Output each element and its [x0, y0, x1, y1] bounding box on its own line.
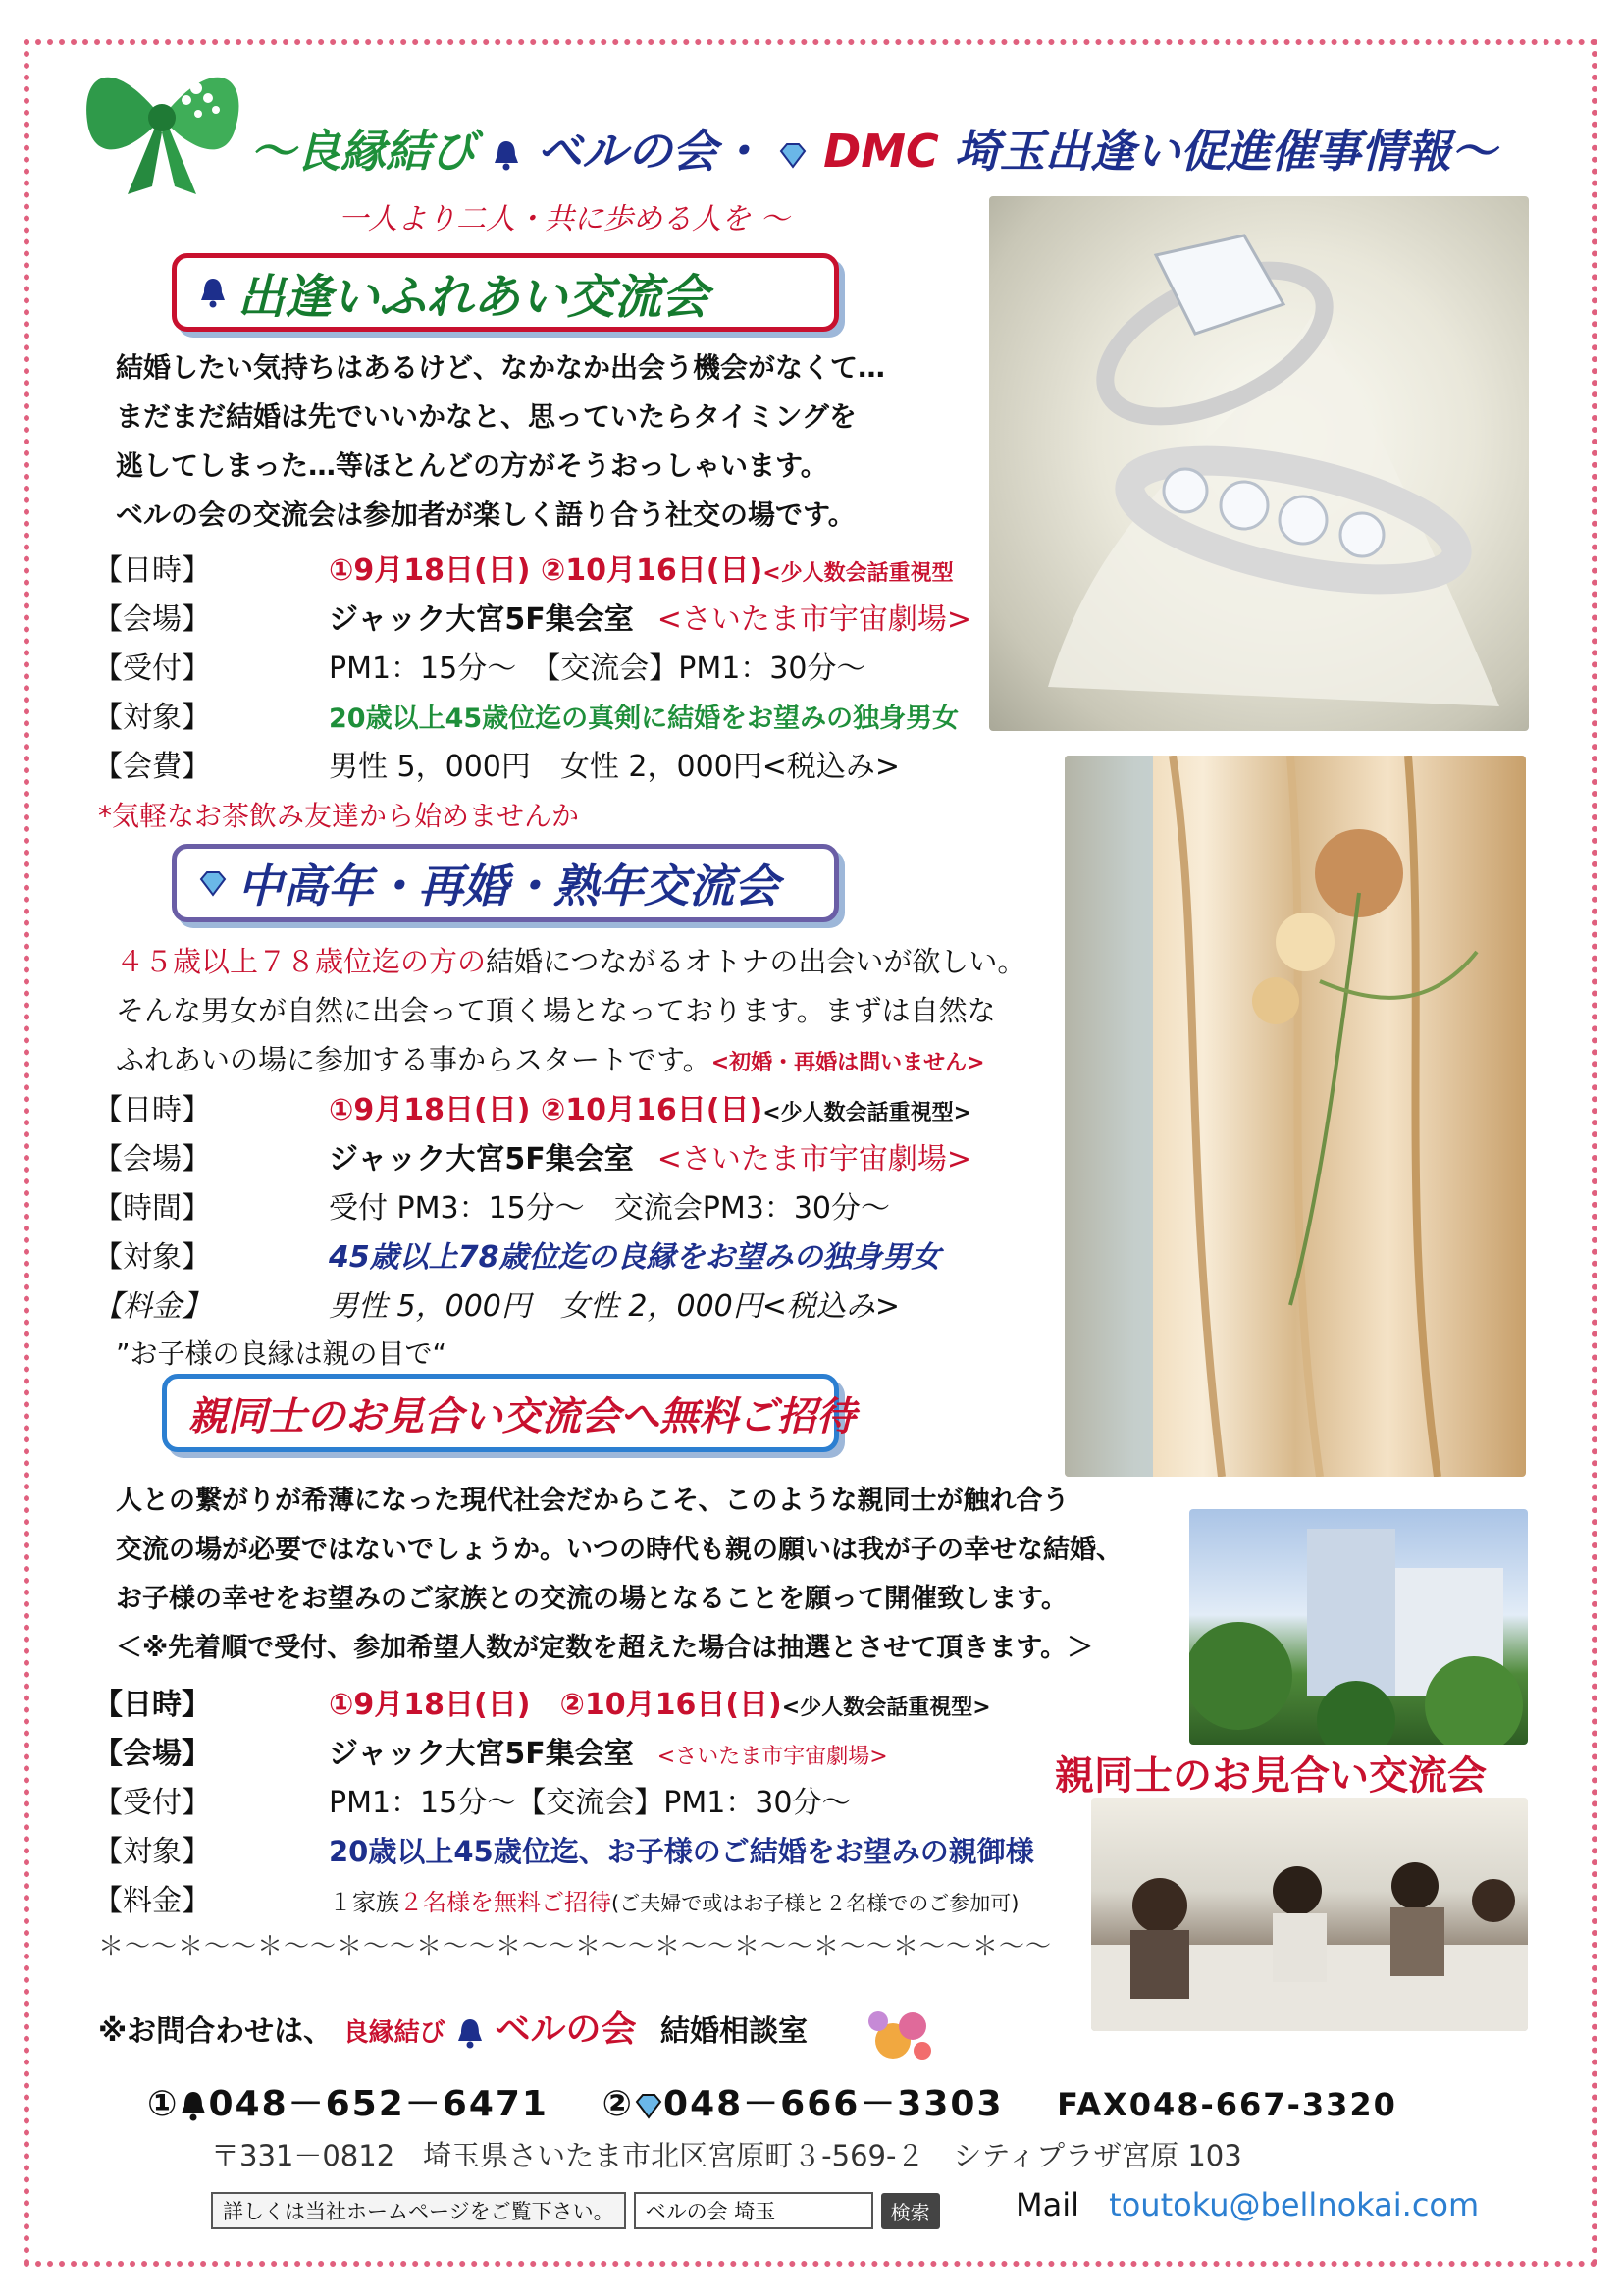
fax: FAX048-667-3320 [1057, 2086, 1397, 2123]
label: 【会費】 [93, 750, 211, 784]
section3-line: 交流の場が必要ではないでしょうか。いつの時代も親の願いは我が子の幸せな結婚、 [116, 1535, 1123, 1565]
phone2-index: ② [602, 2084, 635, 2124]
label: 【会場】 [93, 1142, 211, 1176]
web-note: 詳しくは当社ホームページをご覧下さい。 [211, 2192, 626, 2229]
search-input[interactable]: ベルの会 埼玉 [634, 2192, 873, 2229]
mail-address[interactable]: toutoku@bellnokai.com [1109, 2186, 1480, 2223]
section2-banner [172, 844, 839, 922]
section1-note: *気軽なお茶飲み友達から始めませんか [98, 800, 580, 832]
contact-brand-small: 良縁結び [342, 2018, 445, 2048]
phone1-index: ① [147, 2084, 180, 2124]
label: 【会場】 [93, 602, 211, 637]
fee-note: (ご夫婦で或はお子様と２名様でのご参加可) [611, 1892, 1020, 1915]
section2-target-row [93, 1232, 941, 1276]
section2-time-row [93, 1183, 890, 1226]
fee-value: 男性 5，000円 女性 2，000円<税込み> [329, 750, 901, 784]
label: 【日時】 [93, 553, 211, 588]
label: 【日時】 [93, 1093, 211, 1127]
section2-line [116, 1035, 1025, 1088]
section3-date-row [93, 1680, 991, 1723]
section2-line: そんな男女が自然に出会って頂く場となっております。まずは自然な [116, 994, 996, 1027]
rings-photo [989, 196, 1529, 731]
photo-caption: 親同士のお見合い交流会 [1055, 1753, 1487, 1799]
section3-target-row [93, 1827, 1034, 1870]
bell-icon [179, 2090, 208, 2121]
section2-quote: ”お子様の良縁は親の目で“ [116, 1337, 447, 1370]
venue-value: ジャック大宮5F集会室 [329, 602, 634, 637]
bell-icon [492, 139, 521, 171]
section3-reception-row [93, 1778, 851, 1821]
diamond-icon [198, 867, 228, 899]
label: 【対象】 [93, 1835, 211, 1869]
building-illustration [1189, 1509, 1528, 1745]
date-note: <少人数会話重視型 [762, 561, 954, 586]
title-dmc: DMC [823, 125, 939, 178]
label: 【日時】 [93, 1688, 211, 1722]
reception-value: PM1：15分～ 【交流会】PM1：30分～ [329, 652, 866, 686]
title-mid2: 埼玉出逢い促進催事情報～ [954, 125, 1496, 178]
search-bar [211, 2192, 940, 2229]
target-value: 20歳以上45歳位迄、お子様のご結婚をお望みの親御様 [329, 1835, 1034, 1868]
meeting-photo [1091, 1798, 1528, 2031]
venue-note: <さいたま市宇宙劇場> [656, 602, 972, 637]
curtain-flowers-photo [1065, 756, 1526, 1477]
venue-value: ジャック大宮5F集会室 [329, 1142, 634, 1176]
date-note: <少人数会話重視型> [781, 1696, 991, 1720]
section1-venue-row [93, 595, 971, 638]
fee-value: １家族 [329, 1889, 399, 1916]
section1-fee-row [93, 742, 900, 785]
label: 【料金】 [93, 1884, 211, 1918]
contact-brand: ベルの会 [495, 2009, 637, 2050]
phone-numbers [147, 2076, 1397, 2126]
date-note: <少人数会話重視型> [762, 1101, 972, 1125]
section3-line: 人との繋がりが希薄になった現代社会だからこそ、このような親同士が触れ合う [116, 1486, 1070, 1516]
label: 【受付】 [93, 1786, 211, 1820]
label: 【会場】 [93, 1737, 211, 1771]
search-button[interactable]: 検索 [881, 2193, 940, 2229]
label: 【料金】 [93, 1289, 211, 1324]
rings-illustration [989, 196, 1529, 731]
time-value: 受付 PM3：15分～ 交流会PM3：30分～ [329, 1191, 891, 1226]
page-title [250, 116, 1496, 181]
section2-fee-row [93, 1281, 900, 1325]
section1-line: 逃してしまった…等ほとんどの方がそうおっしゃいます。 [116, 449, 828, 482]
address: 〒331－0812 埼玉県さいたま市北区宮原町３-569-２ シティプラザ宮原 103 [211, 2139, 1242, 2172]
separator: ＊～～＊～～＊～～＊～～＊～～＊～～＊～～＊～～＊～～＊～～＊～～＊～～ [98, 1932, 1053, 1961]
bell-icon [455, 2017, 485, 2049]
title-mid1: ベルの会・ [537, 125, 763, 178]
date-value: ①9月18日(日) ②10月16日(日) [329, 1093, 763, 1127]
mail-line [1016, 2186, 1479, 2223]
section3-venue-row [93, 1729, 888, 1772]
mail-label: Mail [1016, 2186, 1079, 2223]
meeting-illustration [1091, 1798, 1528, 2031]
section1-target-row [93, 693, 959, 736]
label: 【受付】 [93, 652, 211, 686]
date-value: ①9月18日(日) ②10月16日(日) [329, 553, 763, 588]
section1-line: 結婚したい気持ちはあるけど、なかなか出会う機会がなくて… [116, 351, 886, 384]
fee-value: 男性 5，000円 女性 2，000円<税込み> [329, 1289, 901, 1324]
section1-date-row [93, 546, 954, 589]
section1-reception-row [93, 644, 865, 687]
flower-icon [854, 1997, 942, 2070]
reception-value: PM1：15分～【交流会】PM1：30分～ [329, 1786, 852, 1820]
venue-note: <さいたま市宇宙劇場> [656, 1142, 972, 1176]
section3-banner-text: 親同士のお見合い交流会へ無料ご招待 [188, 1393, 856, 1439]
target-value: 45歳以上78歳位迄の良縁をお望みの独身男女 [329, 1240, 941, 1275]
contact-heading [98, 2002, 808, 2052]
section3-line: お子様の幸せをお望みのご家族との交流の場となることを願って開催致します。 [116, 1584, 1068, 1614]
section2-venue-row [93, 1134, 971, 1177]
fee-highlight: ２名様を無料ご招待 [399, 1889, 611, 1916]
section2-paragraph [116, 937, 1025, 1088]
section1-banner-text: 出逢いふれあい交流会 [237, 269, 709, 325]
venue-note: <さいたま市宇宙劇場> [656, 1745, 888, 1769]
para-rest: 結婚につながるオトナの出会いが欲しい。 [486, 945, 1026, 978]
venue-value: ジャック大宮5F集会室 [329, 1737, 634, 1771]
target-value: 20歳以上45歳位迄の真剣に結婚をお望みの独身男女 [329, 704, 960, 734]
phone1: 048－652－6471 [208, 2084, 549, 2124]
para-text: ふれあいの場に参加する事からスタートです。 [116, 1043, 711, 1076]
section3-line: ＜※先着順で受付、参加希望人数が定数を超えた場合は抽選とさせて頂きます。＞ [116, 1633, 1094, 1663]
page-subtitle: 一人より二人・共に歩める人を ～ [339, 202, 790, 236]
section3-fee-row [93, 1876, 1019, 1919]
section1-line: ベルの会の交流会は参加者が楽しく語り合う社交の場です。 [116, 498, 856, 531]
para-note: <初婚・再婚は問いません> [710, 1051, 985, 1075]
contact-lead: ※お問合わせは、 [98, 2014, 334, 2049]
contact-office: 結婚相談室 [660, 2014, 809, 2049]
diamond-icon [634, 2090, 663, 2121]
diamond-icon [778, 139, 808, 171]
curtain-illustration [1065, 756, 1526, 1477]
label: 【時間】 [93, 1191, 211, 1226]
section2-date-row [93, 1085, 971, 1128]
section3-paragraph [116, 1477, 1123, 1673]
section3-banner [162, 1374, 856, 1452]
venue-building-photo [1189, 1509, 1528, 1745]
section1-banner [172, 253, 839, 332]
phone2: 048－666－3303 [663, 2084, 1004, 2124]
section2-line [116, 937, 1025, 986]
section2-banner-text: 中高年・再婚・熟年交流会 [237, 860, 779, 913]
date-value: ①9月18日(日) ②10月16日(日) [329, 1688, 782, 1722]
title-lead: ～良縁結び [250, 125, 476, 178]
green-ribbon-bow-icon [69, 39, 255, 196]
label: 【対象】 [93, 1240, 211, 1275]
para-highlight: ４５歳以上７８歳位迄の方の [116, 945, 487, 978]
section1-paragraph [116, 343, 885, 540]
section1-line: まだまだ結婚は先でいいかなと、思っていたらタイミングを [116, 400, 857, 433]
bell-icon [198, 277, 228, 308]
label: 【対象】 [93, 701, 211, 735]
